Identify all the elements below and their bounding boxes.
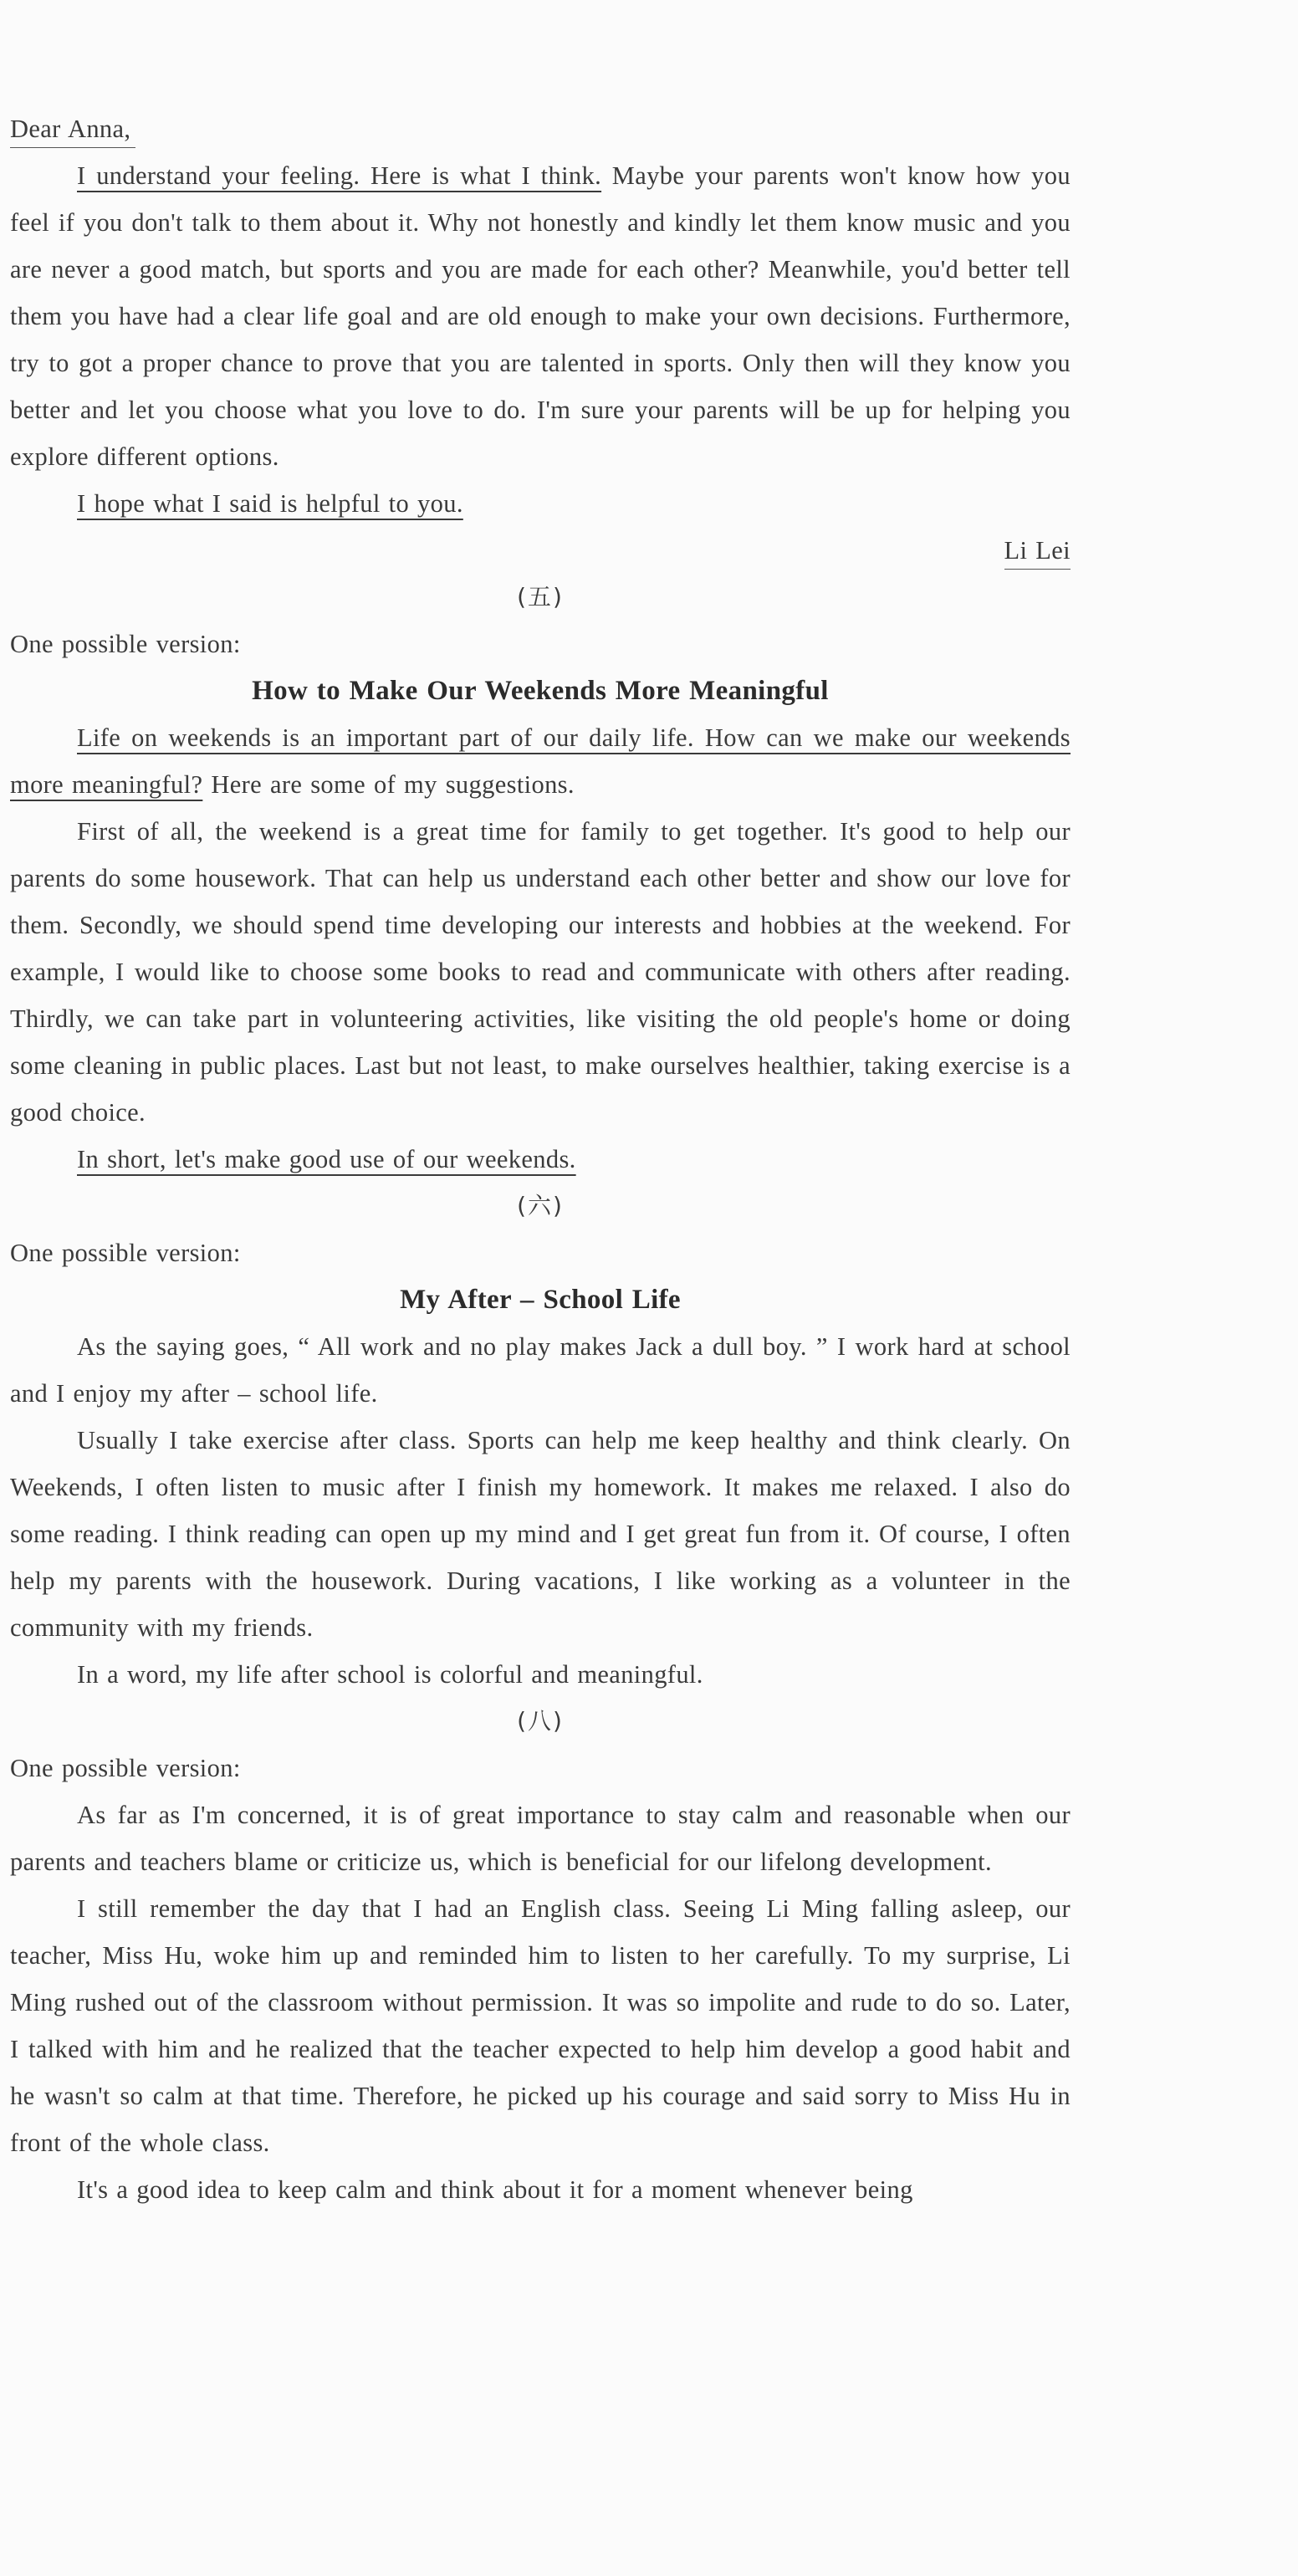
section-8-paragraph-1: As far as I'm concerned, it is of great importance to stay calm and reasonable when our parents and teachers blame or criticize us, which is beneficial for our lifelong development. xyxy=(10,1801,1071,1876)
section-6-paragraph-2: Usually I take exercise after class. Sports can help me keep healthy and think clearly. On Weekends, I often listen to music after I finish my homework. It makes me relaxed. I also do some reading. I think reading can open up my mind and I get great fun from it. Of course, I often help my parents with the housework. During vacations, I like working as a volunteer in the community with my friends. xyxy=(10,1426,1071,1642)
letter-body-text: Maybe your parents won't know how you feel if you don't talk to them about it. Why not honestly and kindly let them know music and you are never a good match, but sports and you are made for each other? Meanwhile, you'd better tell them you have had a clear life goal and are old enough to make your own decisions. Furthermore, try to got a proper chance to prove that you are talented in sports. Only then will they know you better and let you choose what you love to do. I'm sure your parents will be up for helping you explore different options. xyxy=(10,161,1071,471)
section-6-label: One possible version: xyxy=(10,1239,241,1267)
section-5-label: One possible version: xyxy=(10,630,241,658)
section-6-paragraph-3: In a word, my life after school is colorful and meaningful. xyxy=(77,1660,703,1689)
section-5-intro xyxy=(10,714,1071,808)
section-5-title: How to Make Our Weekends More Meaningful xyxy=(252,676,829,706)
letter-body xyxy=(10,152,1071,480)
section-5-body: First of all, the weekend is a great time for family to get together. It's good to help our parents do some housework. That can help us understand each other better and show our love for them. Secondly, we should spend time developing our interests and hobbies at the weekend. For example, I would like to choose some books to read and communicate with others after reading. Thirdly, we can take part in volunteering activities, like visiting the old people's home or doing some cleaning in public places. Last but not least, to make ourselves healthier, taking exercise is a good choice. xyxy=(10,817,1071,1127)
letter-closing: I hope what I said is helpful to you. xyxy=(77,489,463,518)
letter-signature: Li Lei xyxy=(1004,532,1071,570)
section-5-closing-line xyxy=(10,1136,1071,1183)
section-6-paragraph-1: As the saying goes, “ All work and no play makes Jack a dull boy. ” I work hard at school and I enjoy my after – school life. xyxy=(10,1332,1071,1408)
section-number-5: (五) xyxy=(517,583,564,611)
section-8-label: One possible version: xyxy=(10,1754,241,1782)
section-5-intro-rest: Here are some of my suggestions. xyxy=(202,770,575,799)
letter-closing-line xyxy=(10,480,1071,527)
section-5-closing: In short, let's make good use of our weekends. xyxy=(77,1145,576,1173)
section-number-6: (六) xyxy=(517,1192,564,1219)
page-content xyxy=(10,105,1071,2213)
salutation-text: Dear Anna, xyxy=(10,110,135,148)
section-6-title: My After – School Life xyxy=(400,1285,681,1315)
letter-salutation xyxy=(10,105,1071,152)
letter-opening: I understand your feeling. Here is what I think. xyxy=(77,161,602,190)
section-5-intro-underlined: Life on weekends is an important part of our daily life. How can we make our weekends more meaningful? xyxy=(10,723,1071,799)
letter-signature-line xyxy=(10,527,1071,574)
section-8-paragraph-2: I still remember the day that I had an English class. Seeing Li Ming falling asleep, our teacher, Miss Hu, woke him up and reminded him to listen to her carefully. To my surprise, Li Ming rushed out of the classroom without permission. It was so impolite and rude to do so. Later, I talked with him and he realized that the teacher expected to help him develop a good habit and he wasn't so calm at that time. Therefore, he picked up his courage and said sorry to Miss Hu in front of the whole class. xyxy=(10,1894,1071,2157)
section-number-8: (八) xyxy=(517,1707,564,1735)
section-8-paragraph-3: It's a good idea to keep calm and think about it for a moment whenever being xyxy=(77,2175,913,2204)
